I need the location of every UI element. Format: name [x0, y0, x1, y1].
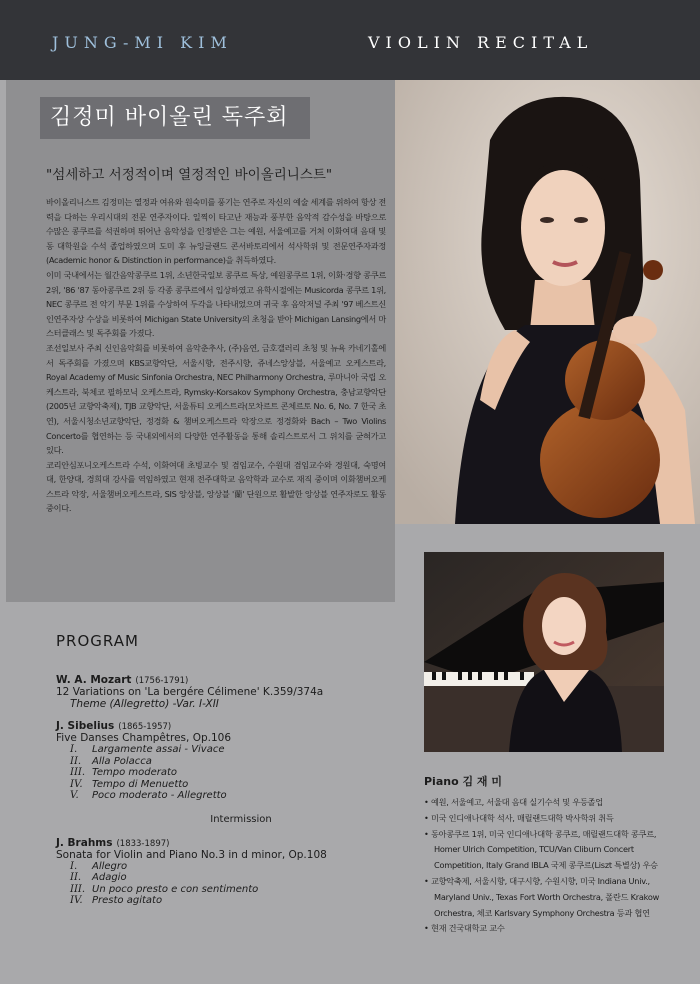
header-bar	[0, 0, 700, 80]
recital-title: VIOLIN RECITAL	[368, 33, 594, 52]
bio-body	[46, 195, 386, 516]
violinist-photo	[395, 80, 700, 524]
movement: IV. Tempo di Menuetto	[70, 778, 189, 790]
composer-years: (1833-1897)	[116, 838, 170, 849]
pianist-bio-item: • 현재 건국대학교 교수	[424, 921, 674, 937]
program-heading: PROGRAM	[56, 632, 139, 650]
pianist-bio-item: • 교향악축제, 서울시향, 대구시향, 수원시향, 미국 Indiana Univ., Maryland Univ., Texas Fort Worth Orchestra, 폴란드 Krakow Orchestra, 체코 Karlsvary Symphony Orchestra 등과 협연	[424, 874, 674, 921]
program-item-sibelius	[56, 720, 386, 802]
pianist-bio-item: • 동아콩쿠르 1위, 미국 인디애나대학 콩쿠르, 매릴랜드대학 콩쿠르, Homer Ulrich Competition, TCU/Van Cliburn Concert Competition, Italy Grand IBLA 국제 콩쿠르(Liszt 특별상) 우승	[424, 827, 674, 874]
intermission: Intermission	[210, 813, 272, 825]
pianist-photo	[424, 552, 664, 752]
bio-quote: "섬세하고 서정적이며 열정적인 바이올리니스트"	[46, 167, 333, 183]
composer-name: J. Sibelius	[56, 720, 115, 732]
movement: I. Largamente assai - Vivace	[70, 744, 225, 755]
pianist-bio-item: • 예원, 서울예고, 서울대 음대 실기수석 및 우등졸업	[424, 795, 674, 811]
movement: III. Un poco presto e con sentimento	[70, 883, 259, 895]
composer-years: (1865-1957)	[118, 722, 172, 732]
bio-paragraph: 조선일보사 주최 신인음악회를 비롯하여 음악춘추사, (주)음연, 금호갤러리 초청 및 뉴욕 카네기홀에서 독주회를 가졌으며 KBS교향악단, 서울시향, 전주시향, 쥬네스앙상블, 서울예고 오케스트라, Royal Academy of Music Sinfonia Orchestra, NEC Philharmony Orchestra, 루마니아 국립 오케스트라, 북체코 필하모닉 오케스트라, Rymsky-Korsakov Symphony Orchestra, 충남교향악단(2005년 교향악축제), TJB 교향악단, 서울튜티 오케스트라(모차르트 콘체르토 No. 6, No. 7 한국 초연), 서울시청소년교향악단, 정경화 & 챔버오케스트라 악장으로 정경화와 Bach – Two Violins Concerto를 협연하는 등 국내외에서의 다양한 연주활동을 통해 솔리스트로서 그 위치를 굳혀가고 있다.	[46, 342, 386, 456]
pianist-bio-list	[424, 795, 674, 937]
bio-heading: 김정미 바이올린 독주회	[40, 97, 310, 139]
bio-paragraph: 코리안심포니오케스트라 수석, 이화여대 초빙교수 및 겸임교수, 수원대 겸임교수와 경원대, 숙명여대, 한양대, 경희대 강사를 역임하였고 현재 전주대학교 음악학과 교수로 재직 중이며 이화챔버오케스트라 악장, 서울챔버오케스트라, SIS 앙상블, 앙상블 '蘭' 단원으로 활발한 앙상블 연주자로도 활동 중이다.	[46, 459, 386, 514]
movement: II. Adagio	[70, 872, 127, 883]
movement: II. Alla Polacca	[70, 755, 152, 767]
work-title: Sonata for Violin and Piano No.3 in d minor, Op.108	[56, 848, 327, 861]
pianist-bio-item: • 미국 인디애나대학 석사, 매릴랜드대학 박사학위 취득	[424, 811, 674, 827]
performer-name: JUNG-MI KIM	[52, 33, 233, 52]
movement-list	[56, 861, 386, 907]
work-title: 12 Variations on 'La bergére Célimene' K.359/374a	[56, 686, 324, 698]
work-theme: Theme (Allegretto) -Var. I-XII	[70, 698, 219, 710]
bio-paragraph: 바이올리니스트 김정미는 열정과 여유와 원숙미를 풍기는 연주로 자신의 예술 세계를 위하여 항상 전력을 다하는 우리시대의 전문 연주자이다. 일찍이 타고난 재능과 풍부한 음악적 감수성을 바탕으로 수많은 콩쿠르를 석권하며 뛰어난 음악성을 인정받은 그는 예원, 서울예고를 거쳐 이화여대 음대 및 동 대학원을 수석 졸업하였으며 도미 후 뉴잉글랜드 콘서바토리에서 석사학위 및 전문연주자과정 (Academic honor & Distinction in performance)을 취득하였다.	[46, 197, 386, 266]
movement: I. Allegro	[70, 860, 128, 872]
movement: IV. Presto agitato	[70, 895, 163, 906]
work-title: Five Danses Champêtres, Op.106	[56, 732, 232, 744]
movement-list	[56, 744, 386, 802]
composer-years: (1756-1791)	[135, 676, 189, 686]
composer-name: J. Brahms	[56, 836, 113, 849]
program-item-mozart	[56, 674, 386, 710]
movement: III. Tempo moderato	[70, 767, 178, 778]
composer-name: W. A. Mozart	[56, 674, 132, 686]
movement: V. Poco moderato - Allegretto	[70, 790, 227, 801]
program-list	[56, 674, 386, 907]
pianist-heading: Piano 김 재 미	[424, 775, 503, 788]
program-item-brahms	[56, 837, 386, 907]
bio-paragraph: 이미 국내에서는 월간음악콩쿠르 1위, 소년한국일보 콩쿠르 특상, 예원콩쿠르 1위, 이화·경향 콩쿠르 2위, '86 '87 동아콩쿠르 2위 등 각종 콩쿠르에서 입상하였고 유학시절에는 Musicorda 콩쿠르 1위, NEC 콩쿠르 전 악기 부문 1위를 수상하여 두각을 나타내었으며 귀국 후 음악저널 주최 '97 베스트신인연주자상 수상을 비롯하여 Michigan State University의 초청을 받아 Michigan Lansing에서 마스터클래스 및 독주회를 가졌다.	[46, 269, 386, 339]
